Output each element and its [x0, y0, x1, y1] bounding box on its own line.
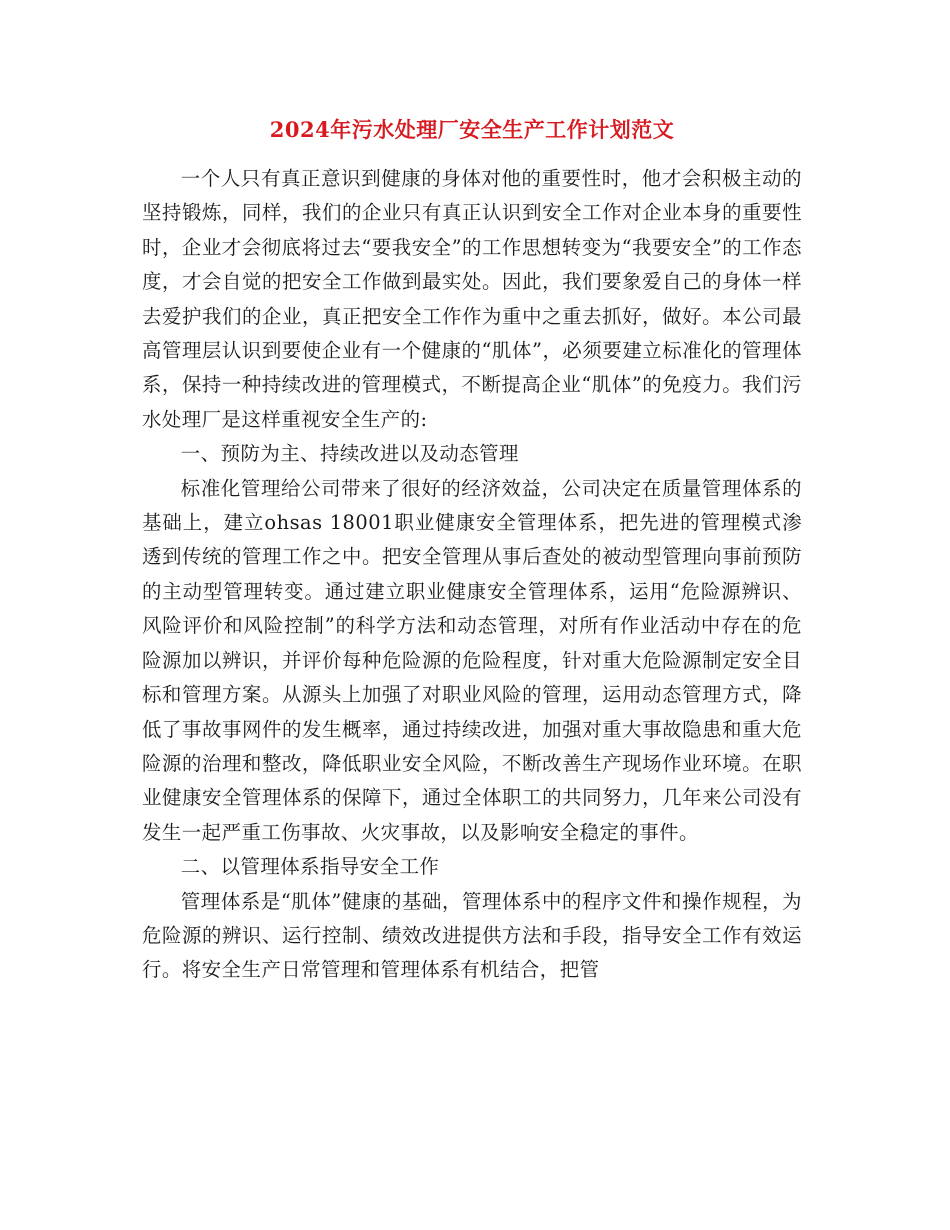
section-2-heading: 二、以管理体系指导安全工作: [180, 855, 440, 879]
section-1-heading: 一、预防为主、持续改进以及动态管理: [180, 442, 519, 466]
document-body: [142, 112, 802, 988]
document-title: 2024年污水处理厂安全生产工作计划范文: [269, 117, 675, 142]
intro-paragraph: 一个人只有真正意识到健康的身体对他的重要性时，他才会积极主动的坚持锻炼，同样，我们的企业只有真正认识到安全工作对企业本身的重要性时，企业才会彻底将过去“要我安全”的工作思想转变为“我要安全”的工作态度，才会自觉的把安全工作做到最实处。因此，我们要象爱自己的身体一样去爱护我们的企业，真正把安全工作作为重中之重去抓好，做好。本公司最高管理层认识到要使企业有一个健康的“肌体”，必须要建立标准化的管理体系，保持一种持续改进的管理模式，不断提高企业“肌体”的免疫力。我们污水处理厂是这样重视安全生产的:: [142, 167, 802, 431]
section-1-paragraph: 标准化管理给公司带来了很好的经济效益，公司决定在质量管理体系的基础上，建立ohsas 18001职业健康安全管理体系，把先进的管理模式渗透到传统的管理工作之中。把安全管理从事后查处的被动型管理向事前预防的主动型管理转变。通过建立职业健康安全管理体系，运用“危险源辨识、风险评价和风险控制”的科学方法和动态管理，对所有作业活动中存在的危险源加以辨识，并评价每种危险源的危险程度，针对重大危险源制定安全目标和管理方案。从源头上加强了对职业风险的管理，运用动态管理方式，降低了事故事网件的发生概率，通过持续改进，加强对重大事故隐患和重大危险源的治理和整改，降低职业安全风险，不断改善生产现场作业环境。在职业健康安全管理体系的保障下，通过全体职工的共同努力，几年来公司没有发生一起严重工伤事故、火灾事故，以及影响安全稳定的事件。: [142, 476, 802, 844]
section-2-paragraph: 管理体系是“肌体”健康的基础，管理体系中的程序文件和操作规程，为危险源的辨识、运行控制、绩效改进提供方法和手段，指导安全工作有效运行。将安全生产日常管理和管理体系有机结合，把管: [142, 889, 802, 982]
